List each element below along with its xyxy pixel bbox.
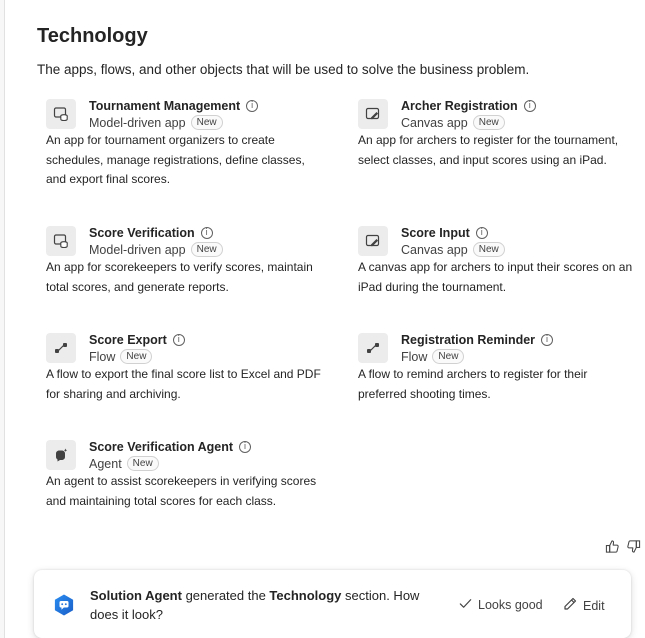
item-name: Tournament Management i — [89, 99, 258, 113]
solution-agent-avatar-icon — [52, 593, 76, 617]
agent-name: Solution Agent — [90, 588, 182, 603]
item-type: Flow New — [89, 349, 152, 364]
section-subtitle: The apps, flows, and other objects that will be used to solve the business problem. — [37, 62, 530, 77]
item-name: Registration Reminder i — [401, 333, 553, 347]
item-name: Score Export i — [89, 333, 185, 347]
agent-notification-bar — [34, 570, 631, 638]
item-description: An app for archers to register for the tournament, select classes, and input scores using an iPad. — [358, 133, 619, 167]
canvas-app-icon — [358, 99, 388, 129]
new-badge: New — [473, 242, 505, 257]
item-description: A flow to export the final score list to Excel and PDF for sharing and archiving. — [46, 367, 321, 401]
item-name: Score Input i — [401, 226, 488, 240]
item-description: A flow to remind archers to register for their preferred shooting times. — [358, 367, 588, 401]
info-icon[interactable]: i — [201, 227, 213, 239]
item-name: Score Verification Agent i — [89, 440, 251, 454]
new-badge: New — [191, 115, 223, 130]
item-type: Model-driven app New — [89, 242, 223, 257]
item-name: Archer Registration i — [401, 99, 536, 113]
thumbs-up-icon[interactable] — [603, 537, 621, 555]
section-name: Technology — [269, 588, 342, 603]
technology-card — [4, 0, 645, 638]
pencil-icon — [562, 596, 578, 615]
checkmark-icon — [458, 596, 473, 614]
item-type: Model-driven app New — [89, 115, 223, 130]
item-type: Canvas app New — [401, 242, 505, 257]
message-text: section. How does it look? — [90, 588, 420, 622]
info-icon[interactable]: i — [239, 441, 251, 453]
item-description: An agent to assist scorekeepers in verifying scores and maintaining total scores for each class. — [46, 474, 317, 508]
info-icon[interactable]: i — [246, 100, 258, 112]
info-icon[interactable]: i — [541, 334, 553, 346]
flow-icon — [358, 333, 388, 363]
thumbs-down-icon[interactable] — [624, 537, 642, 555]
new-badge: New — [473, 115, 505, 130]
info-icon[interactable]: i — [476, 227, 488, 239]
new-badge: New — [120, 349, 152, 364]
section-title: Technology — [37, 25, 148, 47]
flow-icon — [46, 333, 76, 363]
edit-label: Edit — [583, 598, 605, 613]
agent-message — [90, 586, 440, 624]
looks-good-button[interactable] — [458, 596, 543, 614]
edit-button[interactable] — [562, 596, 605, 615]
message-text: generated the — [181, 588, 270, 603]
info-icon[interactable]: i — [524, 100, 536, 112]
item-description: A canvas app for archers to input their scores on an iPad during the tournament. — [358, 260, 633, 294]
item-name: Score Verification i — [89, 226, 213, 240]
model-driven-app-icon — [46, 99, 76, 129]
model-driven-app-icon — [46, 226, 76, 256]
new-badge: New — [127, 456, 159, 471]
agent-icon — [46, 440, 76, 470]
canvas-app-icon — [358, 226, 388, 256]
new-badge: New — [432, 349, 464, 364]
looks-good-label: Looks good — [478, 598, 543, 612]
item-type: Canvas app New — [401, 115, 505, 130]
item-description: An app for tournament organizers to create schedules, manage registrations, define classes, and export final scores. — [46, 133, 305, 186]
item-type: Agent New — [89, 456, 159, 471]
info-icon[interactable]: i — [173, 334, 185, 346]
item-description: An app for scorekeepers to verify scores, maintain total scores, and generate reports. — [46, 260, 313, 294]
new-badge: New — [191, 242, 223, 257]
item-type: Flow New — [401, 349, 464, 364]
